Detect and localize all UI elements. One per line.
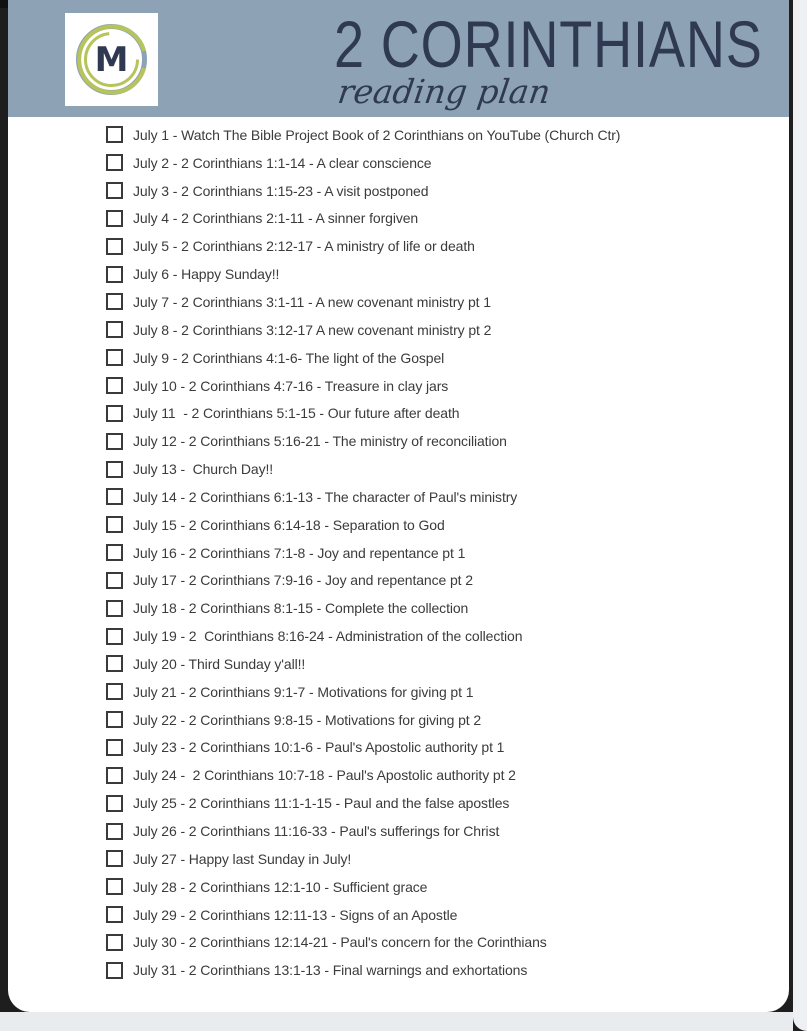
checkbox[interactable] (106, 906, 123, 923)
reading-label: July 5 - 2 Corinthians 2:12-17 - A ministry of life or death (133, 238, 475, 255)
checkbox[interactable] (106, 210, 123, 227)
reading-item (105, 399, 785, 427)
next-page-edge (793, 0, 807, 1031)
checkbox[interactable] (106, 850, 123, 867)
reading-item (105, 427, 785, 455)
reading-label: July 16 - 2 Corinthians 7:1-8 - Joy and repentance pt 1 (133, 544, 466, 561)
checkbox[interactable] (106, 293, 123, 310)
reading-label: July 26 - 2 Corinthians 11:16-33 - Paul's sufferings for Christ (133, 823, 500, 840)
reading-item (105, 789, 785, 817)
reading-label: July 29 - 2 Corinthians 12:11-13 - Signs of an Apostle (133, 906, 458, 923)
reading-label: July 6 - Happy Sunday!! (133, 266, 280, 283)
reading-item (105, 845, 785, 873)
page-title: 2 CORINTHIANS (334, 7, 763, 81)
checkbox[interactable] (106, 823, 123, 840)
checkbox[interactable] (106, 962, 123, 979)
checkbox[interactable] (106, 238, 123, 255)
checkbox[interactable] (106, 126, 123, 143)
checkbox[interactable] (106, 321, 123, 338)
reading-label: July 12 - 2 Corinthians 5:16-21 - The ministry of reconciliation (133, 433, 507, 450)
reading-item (105, 956, 785, 984)
m-circle-logo-icon (65, 13, 158, 106)
header-banner (8, 0, 789, 117)
checkbox[interactable] (106, 711, 123, 728)
reading-label: July 2 - 2 Corinthians 1:1-14 - A clear conscience (133, 154, 432, 171)
reading-item (105, 901, 785, 929)
reading-item (105, 372, 785, 400)
reading-item (105, 288, 785, 316)
reading-checklist (105, 121, 785, 984)
reading-item (105, 316, 785, 344)
reading-item (105, 344, 785, 372)
logo-letter: M (94, 40, 129, 80)
checkbox[interactable] (106, 795, 123, 812)
reading-label: July 18 - 2 Corinthians 8:1-15 - Complete the collection (133, 600, 469, 617)
reading-item (105, 706, 785, 734)
reading-label: July 24 - 2 Corinthians 10:7-18 - Paul's Apostolic authority pt 2 (133, 767, 516, 784)
reading-label: July 22 - 2 Corinthians 9:8-15 - Motivations for giving pt 2 (133, 711, 482, 728)
checkbox[interactable] (106, 433, 123, 450)
reading-label: July 4 - 2 Corinthians 2:1-11 - A sinner forgiven (133, 210, 419, 227)
reading-item (105, 455, 785, 483)
reading-item (105, 817, 785, 845)
church-logo (65, 13, 158, 106)
reading-item (105, 650, 785, 678)
reading-label: July 23 - 2 Corinthians 10:1-6 - Paul's Apostolic authority pt 1 (133, 739, 505, 756)
checkbox[interactable] (106, 266, 123, 283)
page-subtitle: reading plan (335, 72, 553, 111)
reading-label: July 15 - 2 Corinthians 6:14-18 - Separation to God (133, 516, 445, 533)
reading-item (105, 873, 785, 901)
reading-label: July 1 - Watch The Bible Project Book of 2 Corinthians on YouTube (Church Ctr) (133, 126, 621, 143)
reading-item (105, 205, 785, 233)
reading-item (105, 567, 785, 595)
reading-label: July 10 - 2 Corinthians 4:7-16 - Treasure in clay jars (133, 377, 449, 394)
checkbox[interactable] (106, 154, 123, 171)
reading-item (105, 678, 785, 706)
checkbox[interactable] (106, 739, 123, 756)
reading-label: July 9 - 2 Corinthians 4:1-6- The light of the Gospel (133, 349, 445, 366)
reading-item (105, 511, 785, 539)
reading-label: July 11 - 2 Corinthians 5:1-15 - Our future after death (133, 405, 460, 422)
checkbox[interactable] (106, 655, 123, 672)
reading-label: July 28 - 2 Corinthians 12:1-10 - Sufficient grace (133, 878, 428, 895)
reading-item (105, 121, 785, 149)
reading-label: July 14 - 2 Corinthians 6:1-13 - The character of Paul's ministry (133, 488, 518, 505)
page-bottom-edge (0, 1012, 793, 1031)
reading-label: July 25 - 2 Corinthians 11:1-1-15 - Paul and the false apostles (133, 795, 510, 812)
checkbox[interactable] (106, 544, 123, 561)
reading-label: July 3 - 2 Corinthians 1:15-23 - A visit postponed (133, 182, 429, 199)
reading-item (105, 483, 785, 511)
checkbox[interactable] (106, 683, 123, 700)
checkbox[interactable] (106, 461, 123, 478)
reading-item (105, 734, 785, 762)
checkbox[interactable] (106, 767, 123, 784)
reading-label: July 31 - 2 Corinthians 13:1-13 - Final warnings and exhortations (133, 962, 528, 979)
reading-item (105, 149, 785, 177)
checkbox[interactable] (106, 349, 123, 366)
reading-item (105, 761, 785, 789)
checkbox[interactable] (106, 628, 123, 645)
reading-label: July 8 - 2 Corinthians 3:12-17 A new covenant ministry pt 2 (133, 321, 492, 338)
checkbox[interactable] (106, 572, 123, 589)
reading-item (105, 928, 785, 956)
checkbox[interactable] (106, 934, 123, 951)
reading-plan-sheet (8, 0, 789, 1012)
reading-item (105, 622, 785, 650)
reading-label: July 19 - 2 Corinthians 8:16-24 - Administration of the collection (133, 628, 523, 645)
checkbox[interactable] (106, 878, 123, 895)
reading-item (105, 260, 785, 288)
reading-label: July 30 - 2 Corinthians 12:14-21 - Paul's concern for the Corinthians (133, 934, 547, 951)
reading-item (105, 594, 785, 622)
reading-label: July 27 - Happy last Sunday in July! (133, 850, 352, 867)
checkbox[interactable] (106, 488, 123, 505)
reading-label: July 20 - Third Sunday y'all!! (133, 655, 306, 672)
reading-label: July 13 - Church Day!! (133, 461, 274, 478)
reading-label: July 21 - 2 Corinthians 9:1-7 - Motivations for giving pt 1 (133, 683, 474, 700)
checkbox[interactable] (106, 377, 123, 394)
checkbox[interactable] (106, 516, 123, 533)
reading-item (105, 539, 785, 567)
reading-item (105, 177, 785, 205)
checkbox[interactable] (106, 405, 123, 422)
reading-label: July 7 - 2 Corinthians 3:1-11 - A new covenant ministry pt 1 (133, 293, 491, 310)
checkbox[interactable] (106, 182, 123, 199)
checkbox[interactable] (106, 600, 123, 617)
reading-label: July 17 - 2 Corinthians 7:9-16 - Joy and repentance pt 2 (133, 572, 473, 589)
reading-item (105, 232, 785, 260)
